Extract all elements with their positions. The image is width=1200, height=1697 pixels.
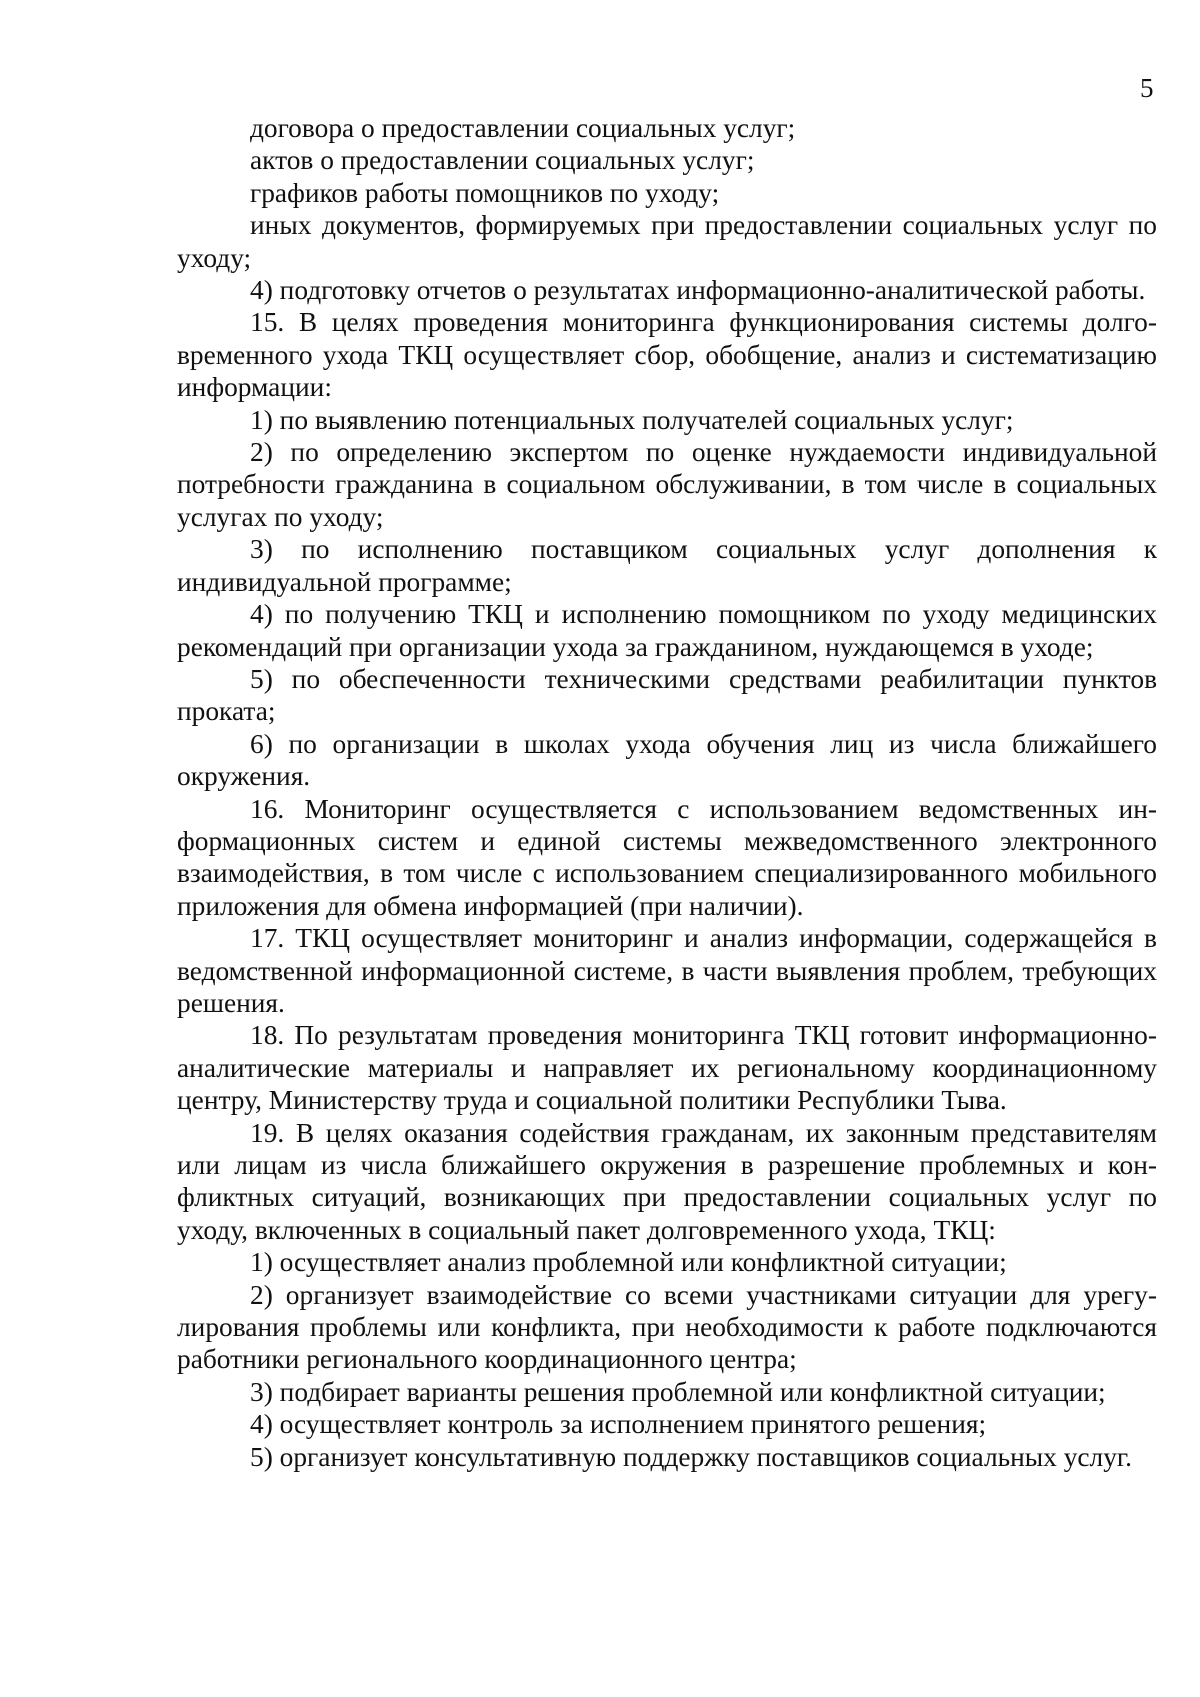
- paragraph-16: 16. Мониторинг осуществляется с использованием ведомственных информационных систем и единой системы межведомственного электронного взаимодействия, в том числе с использованием специализированного мобильного приложения для обмена информацией (при наличии).: [177, 793, 1157, 921]
- list-item-reports: 4) подготовку отчетов о результатах информационно-аналитической работы.: [250, 275, 1146, 306]
- paragraph-19-item-1: 1) осуществляет анализ проблемной или конфликтной ситуации;: [250, 1247, 1007, 1278]
- paragraph-15-item-1: 1) по выявлению потенциальных получателей социальных услуг;: [250, 404, 1014, 435]
- document-body: [177, 112, 1157, 1473]
- paragraph-19-item-3: 3) подбирает варианты решения проблемной или конфликтной ситуации;: [250, 1376, 1106, 1407]
- list-item-contract: договора о предоставлении социальных услуг;: [250, 113, 796, 143]
- paragraph-15-item-5: 5) по обеспеченности техническими средствами реабилитации пунктов проката;: [177, 663, 1157, 727]
- paragraph-17: 17. ТКЦ осуществляет мониторинг и анализ информации, содержащейся в ведомственной информационной системе, в части выявления проблем, требующих решения.: [177, 923, 1157, 1018]
- list-item-other-documents: иных документов, формируемых при предоставлении социальных услуг по уходу;: [177, 210, 1157, 273]
- paragraph-15-item-2: 2) по определению экспертом по оценке нуждаемости индивидуальной потребности гражданина в социальном обслуживании, в том числе в социальных услугах по уходу;: [177, 437, 1157, 532]
- paragraph-19: 19. В целях оказания содействия гражданам, их законным представителям или лицам из числа ближайшего окружения в разрешение проблемных и конфликтных ситуаций, возникающих при предоставлении социальных услуг по уходу, включенных в социальный пакет долговременного ухода, ТКЦ:: [177, 1117, 1157, 1245]
- paragraph-15: 15. В целях проведения мониторинга функционирования системы долговременного ухода ТКЦ осуществляет сбор, обобщение, анализ и систематизацию информации:: [177, 307, 1157, 403]
- paragraph-15-item-3: 3) по исполнению поставщиком социальных услуг дополнения к индивидуальной программе;: [177, 534, 1157, 597]
- page-number: 5: [1140, 73, 1154, 103]
- paragraph-19-item-5: 5) организует консультативную поддержку поставщиков социальных услуг.: [250, 1441, 1132, 1472]
- paragraph-15-item-4: 4) по получению ТКЦ и исполнению помощником по уходу медицинских рекомендаций при организации ухода за гражданином, нуждающемся в уходе;: [177, 599, 1157, 662]
- paragraph-18: 18. По результатам проведения мониторинга ТКЦ готовит информационно-аналитические материалы и направляет их региональному координационному центру, Министерству труда и социальной политики Республики Тыва.: [177, 1020, 1157, 1116]
- list-item-schedules: графиков работы помощников по уходу;: [250, 177, 720, 208]
- paragraph-19-item-2: 2) организует взаимодействие со всеми участниками ситуации для урегулирования проблемы или конфликта, при необходимости к работе подключаются работники регионального координационного центра;: [177, 1279, 1157, 1375]
- paragraph-19-item-4: 4) осуществляет контроль за исполнением принятого решения;: [250, 1409, 987, 1440]
- list-item-acts: актов о предоставлении социальных услуг;: [250, 145, 755, 176]
- paragraph-15-item-6: 6) по организации в школах ухода обучения лиц из числа ближайшего окружения.: [177, 728, 1157, 792]
